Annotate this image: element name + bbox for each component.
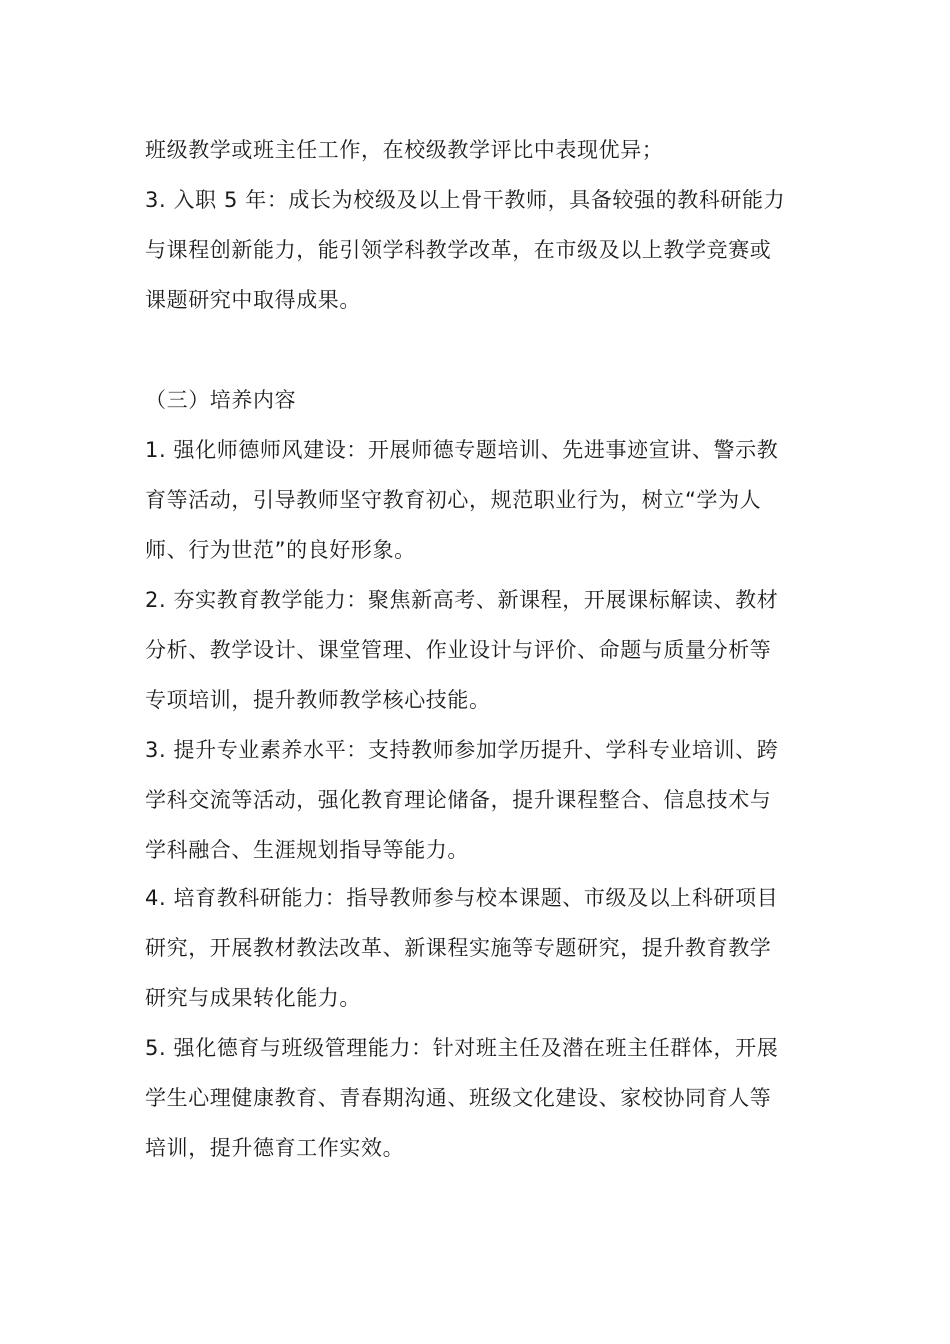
text-line: 2. 夯实教育教学能力：聚焦新高考、新课程，开展课标解读、教材 bbox=[145, 588, 779, 612]
text-line: 4. 培育教科研能力：指导教师参与校本课题、市级及以上科研项目 bbox=[145, 886, 779, 910]
text-line: 专项培训，提升教师教学核心技能。 bbox=[145, 688, 491, 712]
text-line: 学科交流等活动，强化教育理论储备，提升课程整合、信息技术与 bbox=[145, 788, 772, 812]
text-line: 研究与成果转化能力。 bbox=[145, 986, 361, 1010]
text-line: 分析、教学设计、课堂管理、作业设计与评价、命题与质量分析等 bbox=[145, 638, 772, 662]
text-line: 学生心理健康教育、青春期沟通、班级文化建设、家校协同育人等 bbox=[145, 1086, 772, 1110]
text-line: 5. 强化德育与班级管理能力：针对班主任及潜在班主任群体，开展 bbox=[145, 1036, 779, 1060]
text-line: 育等活动，引导教师坚守教育初心，规范职业行为，树立“学为人 bbox=[145, 488, 762, 512]
text-line: 班级教学或班主任工作，在校级教学评比中表现优异； bbox=[145, 138, 664, 162]
text-line: 研究，开展教材教法改革、新课程实施等专题研究，提升教育教学 bbox=[145, 936, 772, 960]
text-line: 1. 强化师德师风建设：开展师德专题培训、先进事迹宣讲、警示教 bbox=[145, 438, 779, 462]
text-line: 师、行为世范”的良好形象。 bbox=[145, 538, 416, 562]
text-line: 与课程创新能力，能引领学科教学改革，在市级及以上教学竞赛或 bbox=[145, 238, 772, 262]
text-line: 3. 提升专业素养水平：支持教师参加学历提升、学科专业培训、跨 bbox=[145, 738, 779, 762]
text-line: 课题研究中取得成果。 bbox=[145, 288, 361, 312]
text-line: 培训，提升德育工作实效。 bbox=[145, 1136, 405, 1160]
section-heading: （三）培养内容 bbox=[145, 388, 297, 412]
text-line: 3. 入职 5 年：成长为校级及以上骨干教师，具备较强的教科研能力 bbox=[145, 188, 786, 212]
text-line: 学科融合、生涯规划指导等能力。 bbox=[145, 838, 469, 862]
